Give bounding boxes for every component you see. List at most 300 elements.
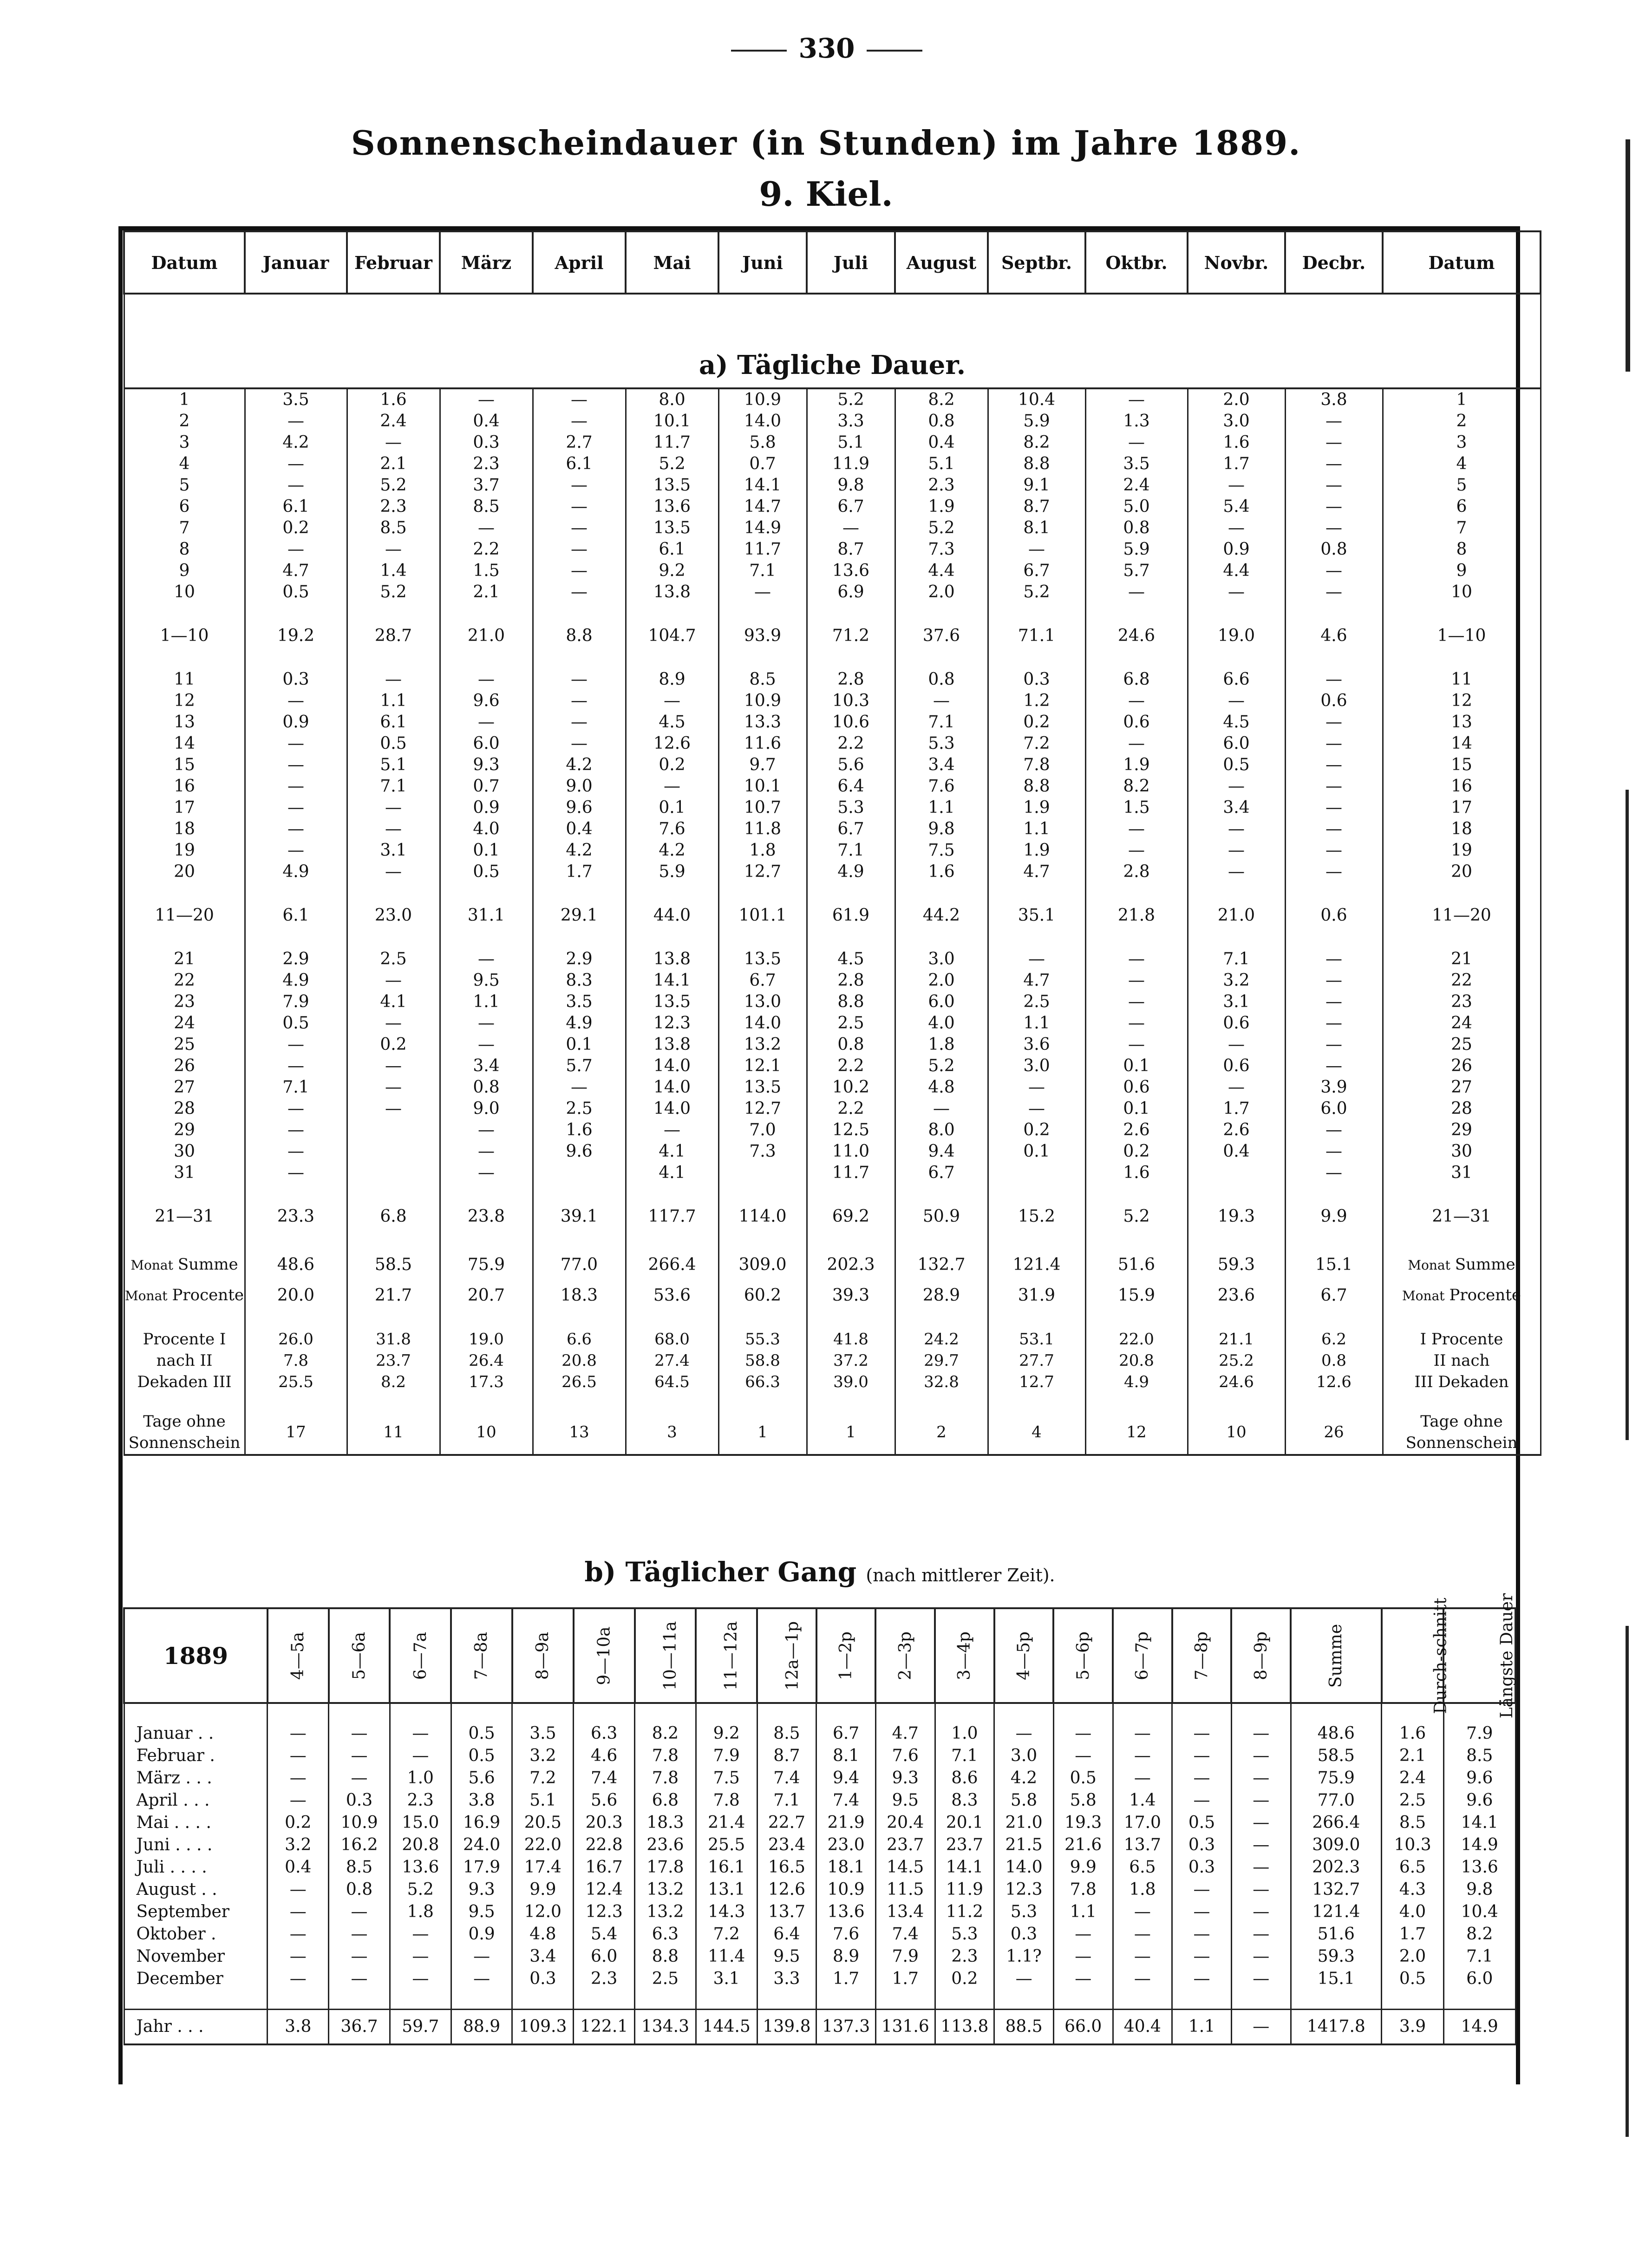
spacer-cell xyxy=(574,1703,635,1722)
value-cell: 71.2 xyxy=(807,621,895,651)
value-cell: 11.9 xyxy=(807,453,895,475)
value-cell: 10.4 xyxy=(1443,1901,1515,1923)
spacer-cell xyxy=(533,603,626,621)
value-cell: 11.9 xyxy=(935,1879,994,1901)
date-cell: 8 xyxy=(124,539,245,560)
row-label-line: III Dekaden xyxy=(1414,1373,1509,1391)
column-header: Januar xyxy=(245,231,347,294)
value-cell: — xyxy=(451,1968,512,1990)
value-cell: 7.1 xyxy=(1188,949,1285,970)
value-cell: 7.1 xyxy=(347,776,440,797)
value-cell: 25.5 xyxy=(696,1834,757,1856)
value-cell: — xyxy=(1085,582,1188,603)
value-cell: — xyxy=(1231,1901,1291,1923)
value-cell: 8.0 xyxy=(895,1120,988,1141)
value-cell: — xyxy=(347,970,440,991)
value-cell: 8.5 xyxy=(1443,1745,1515,1767)
date-cell: 3 xyxy=(124,432,245,453)
value-cell: 5.2 xyxy=(390,1879,451,1901)
date-cell: 7 xyxy=(1383,517,1541,539)
value-cell: 8.7 xyxy=(807,539,895,560)
value-cell: 14.0 xyxy=(626,1077,718,1098)
dekade-value: 6.6 xyxy=(566,1330,592,1349)
spacer-cell xyxy=(1383,603,1541,621)
dekade-value: 37.2 xyxy=(833,1351,868,1370)
value-cell: 8.5 xyxy=(1382,1812,1444,1834)
value-cell: — xyxy=(245,1055,347,1077)
value-cell: 5.6 xyxy=(451,1767,512,1789)
row-label xyxy=(1383,1329,1541,1393)
value-cell: 6.7 xyxy=(1285,1280,1383,1311)
value-cell: 8.2 xyxy=(1085,776,1188,797)
value-cell: — xyxy=(440,1162,533,1184)
value-cell: 58.5 xyxy=(347,1250,440,1280)
value-cell: 0.4 xyxy=(268,1856,329,1879)
value-cell: 18.3 xyxy=(635,1812,696,1834)
spacer-cell xyxy=(245,603,347,621)
value-cell: 7.8 xyxy=(988,754,1085,776)
value-cell xyxy=(1188,1329,1285,1393)
value-cell: 16.5 xyxy=(757,1856,816,1879)
value-cell: 8.3 xyxy=(935,1789,994,1812)
value-cell: 12.6 xyxy=(626,733,718,754)
value-cell: 2.4 xyxy=(347,411,440,432)
value-cell: 4.7 xyxy=(988,861,1085,883)
spacer-cell xyxy=(895,603,988,621)
value-cell xyxy=(1285,1329,1383,1393)
hour-header xyxy=(1291,1608,1382,1703)
date-cell: 29 xyxy=(1383,1120,1541,1141)
hour-header-text: 11—12a xyxy=(722,1621,741,1690)
value-cell: 7.1 xyxy=(895,712,988,733)
value-cell: — xyxy=(440,1013,533,1034)
value-cell: 8.5 xyxy=(757,1722,816,1745)
value-cell: 19.0 xyxy=(1188,621,1285,651)
value-cell: — xyxy=(245,797,347,819)
value-cell: 21.0 xyxy=(994,1812,1054,1834)
spacer-cell xyxy=(440,1184,533,1201)
month-label: Oktober . xyxy=(124,1923,268,1945)
spacer-cell xyxy=(245,883,347,900)
value-cell: 2.0 xyxy=(895,582,988,603)
value-cell: — xyxy=(245,453,347,475)
table-row xyxy=(124,1077,1541,1098)
table-row xyxy=(124,411,1541,432)
value-cell: — xyxy=(268,1945,329,1968)
value-cell: 1.6 xyxy=(347,388,440,411)
value-cell: 7.1 xyxy=(757,1789,816,1812)
dekade-value: 26.4 xyxy=(469,1351,504,1370)
column-header: Februar xyxy=(347,231,440,294)
value-cell: — xyxy=(1172,1923,1232,1945)
value-cell: — xyxy=(1085,970,1188,991)
value-cell: 16.9 xyxy=(451,1812,512,1834)
value-cell: 4.2 xyxy=(533,840,626,861)
dekade-value: 0.8 xyxy=(1321,1351,1347,1370)
value-cell: 202.3 xyxy=(807,1250,895,1280)
value-cell: — xyxy=(1085,1034,1188,1055)
value-cell: 7.2 xyxy=(988,733,1085,754)
value-cell: 15.0 xyxy=(390,1812,451,1834)
value-cell: 3.0 xyxy=(895,949,988,970)
value-cell: — xyxy=(245,539,347,560)
row-label-line: I Procente xyxy=(1420,1330,1503,1349)
value-cell: 0.9 xyxy=(451,1923,512,1945)
value-cell: 14.0 xyxy=(718,411,807,432)
value-cell: 23.4 xyxy=(757,1834,816,1856)
value-cell: — xyxy=(347,669,440,690)
value-cell: 121.4 xyxy=(988,1250,1085,1280)
date-cell: 3 xyxy=(1383,432,1541,453)
value-cell: 18.1 xyxy=(816,1856,876,1879)
value-cell: 53.6 xyxy=(626,1280,718,1311)
value-cell: 2.1 xyxy=(440,582,533,603)
hour-header xyxy=(451,1608,512,1703)
value-cell: — xyxy=(1285,1034,1383,1055)
value-cell: 8.5 xyxy=(329,1856,390,1879)
spacer-cell xyxy=(451,1990,512,2010)
value-cell: 12.7 xyxy=(718,1098,807,1120)
value-cell: 0.1 xyxy=(988,1141,1085,1162)
spacer-cell xyxy=(124,1393,245,1410)
value-cell: 3.4 xyxy=(440,1055,533,1077)
spacer-row xyxy=(124,1703,1515,1722)
value-cell: 1.1 xyxy=(347,690,440,712)
spacer-cell xyxy=(347,883,440,900)
date-cell: 19 xyxy=(1383,840,1541,861)
value-cell: 12.5 xyxy=(807,1120,895,1141)
value-cell: 4.0 xyxy=(895,1013,988,1034)
value-cell: 6.0 xyxy=(574,1945,635,1968)
value-cell: 8.5 xyxy=(347,517,440,539)
spacer-cell xyxy=(440,651,533,669)
spacer-cell xyxy=(988,651,1085,669)
date-cell: 16 xyxy=(124,776,245,797)
value-cell: — xyxy=(1285,432,1383,453)
spacer-cell xyxy=(245,1232,347,1250)
table-row xyxy=(124,1789,1515,1812)
spacer-cell xyxy=(1231,1990,1291,2010)
spacer-cell xyxy=(626,883,718,900)
value-cell: 9.3 xyxy=(875,1767,935,1789)
spacer-cell xyxy=(390,1703,451,1722)
value-cell: 22.8 xyxy=(574,1834,635,1856)
value-cell: 15.9 xyxy=(1085,1280,1188,1311)
spacer-cell xyxy=(533,1311,626,1329)
scan-edge-mark xyxy=(1626,1626,1629,2137)
value-cell: 14.0 xyxy=(626,1055,718,1077)
value-cell: — xyxy=(1188,840,1285,861)
value-cell: — xyxy=(1085,388,1188,411)
value-cell: — xyxy=(1285,754,1383,776)
value-cell: — xyxy=(1285,819,1383,840)
value-cell: 9.5 xyxy=(875,1789,935,1812)
spacer-cell xyxy=(626,603,718,621)
value-cell: — xyxy=(245,776,347,797)
value-cell: 1.1 xyxy=(988,819,1085,840)
value-cell: 6.4 xyxy=(757,1923,816,1945)
spacer-cell xyxy=(718,1232,807,1250)
section-a-title: a) Tägliche Dauer. xyxy=(124,294,1541,388)
month-label: Januar . . xyxy=(124,1722,268,1745)
value-cell: 0.6 xyxy=(1285,900,1383,931)
value-cell: 8.6 xyxy=(935,1767,994,1789)
spacer-cell xyxy=(533,1232,626,1250)
value-cell: 3.2 xyxy=(268,1834,329,1856)
value-cell: — xyxy=(994,1722,1054,1745)
value-cell: 14.9 xyxy=(1443,2010,1515,2045)
spacer-cell xyxy=(895,651,988,669)
value-cell: 9.4 xyxy=(816,1767,876,1789)
value-cell: — xyxy=(347,1055,440,1077)
value-cell: — xyxy=(347,1077,440,1098)
value-cell: 7.6 xyxy=(875,1745,935,1767)
value-cell: 19.2 xyxy=(245,621,347,651)
date-cell: 6 xyxy=(1383,496,1541,517)
spacer-cell xyxy=(1172,1703,1232,1722)
value-cell: 0.6 xyxy=(1285,690,1383,712)
value-cell: 12.4 xyxy=(574,1879,635,1901)
value-cell: 10.1 xyxy=(626,411,718,432)
spacer-cell xyxy=(533,931,626,949)
value-cell: — xyxy=(1053,1945,1113,1968)
value-cell: 14.1 xyxy=(1443,1812,1515,1834)
value-cell: — xyxy=(1053,1745,1113,1767)
value-cell: — xyxy=(1285,991,1383,1013)
value-cell: 3.4 xyxy=(512,1945,574,1968)
value-cell: 0.9 xyxy=(245,712,347,733)
hour-header-text: 10—11a xyxy=(660,1621,680,1690)
table-row xyxy=(124,1767,1515,1789)
date-cell: 12 xyxy=(1383,690,1541,712)
value-cell: — xyxy=(440,517,533,539)
spacer-cell xyxy=(1188,931,1285,949)
value-cell: 31.9 xyxy=(988,1280,1085,1311)
monat-label: Monat xyxy=(1402,1288,1445,1303)
spacer-cell xyxy=(124,1184,245,1201)
value-cell: 13.3 xyxy=(718,712,807,733)
value-cell: 1.0 xyxy=(390,1767,451,1789)
table-row xyxy=(124,1879,1515,1901)
value-cell: 8.1 xyxy=(988,517,1085,539)
value-cell: — xyxy=(533,539,626,560)
value-cell xyxy=(347,1141,440,1162)
value-cell: 35.1 xyxy=(988,900,1085,931)
table-row xyxy=(124,388,1541,411)
page-title: Sonnenscheindauer (in Stunden) im Jahre 1889. xyxy=(351,123,1301,163)
value-cell: 13.2 xyxy=(635,1879,696,1901)
value-cell: 4.0 xyxy=(1382,1901,1444,1923)
value-cell: 7.4 xyxy=(757,1767,816,1789)
table-row xyxy=(124,970,1541,991)
table-row xyxy=(124,840,1541,861)
value-cell: — xyxy=(245,819,347,840)
value-cell: 0.3 xyxy=(245,669,347,690)
value-cell: — xyxy=(1085,949,1188,970)
value-cell: 51.6 xyxy=(1291,1923,1382,1945)
spacer-cell xyxy=(1188,1184,1285,1201)
value-cell: 1.8 xyxy=(390,1901,451,1923)
spacer-cell xyxy=(451,1703,512,1722)
table-row xyxy=(124,621,1541,651)
column-header: Septbr. xyxy=(988,231,1085,294)
value-cell: 4.9 xyxy=(533,1013,626,1034)
value-cell: 20.7 xyxy=(440,1280,533,1311)
value-cell: 1.4 xyxy=(1113,1789,1172,1812)
spacer-cell xyxy=(626,1311,718,1329)
value-cell: 14.9 xyxy=(718,517,807,539)
value-cell: 3.5 xyxy=(1085,453,1188,475)
value-cell: 36.7 xyxy=(329,2010,390,2045)
spacer-cell xyxy=(1285,1311,1383,1329)
table-row xyxy=(124,1098,1541,1120)
value-cell: 2.2 xyxy=(807,1055,895,1077)
value-cell: — xyxy=(1172,1745,1232,1767)
date-cell: 18 xyxy=(1383,819,1541,840)
value-cell: 58.5 xyxy=(1291,1745,1382,1767)
value-cell: 14.0 xyxy=(994,1856,1054,1879)
value-cell: 9.7 xyxy=(718,754,807,776)
value-cell: — xyxy=(245,733,347,754)
value-cell: 8.2 xyxy=(895,388,988,411)
value-cell: 71.1 xyxy=(988,621,1085,651)
value-cell: 4.2 xyxy=(533,754,626,776)
value-cell: 3.7 xyxy=(440,475,533,496)
table-row xyxy=(124,900,1541,931)
date-cell: 12 xyxy=(124,690,245,712)
spacer-cell xyxy=(347,1184,440,1201)
spacer-cell xyxy=(875,1703,935,1722)
value-cell: 5.3 xyxy=(935,1923,994,1945)
spacer-cell xyxy=(124,931,245,949)
value-cell: 5.2 xyxy=(347,582,440,603)
value-cell: 88.9 xyxy=(451,2010,512,2045)
value-cell: 0.5 xyxy=(1382,1968,1444,1990)
date-cell: 1 xyxy=(124,388,245,411)
value-cell: 9.5 xyxy=(440,970,533,991)
table-row xyxy=(124,1013,1541,1034)
value-cell: 8.7 xyxy=(988,496,1085,517)
spacer-cell xyxy=(440,603,533,621)
value-cell: 8.9 xyxy=(816,1945,876,1968)
spacer-cell xyxy=(1291,1703,1382,1722)
value-cell: 6.0 xyxy=(895,991,988,1013)
row-label-line: Dekaden III xyxy=(137,1373,232,1391)
date-cell: 15 xyxy=(124,754,245,776)
value-cell: 6.3 xyxy=(635,1923,696,1945)
spacer-cell xyxy=(347,1232,440,1250)
daily-course-table xyxy=(123,1593,1517,2045)
spacer-cell xyxy=(718,603,807,621)
column-header: Juli xyxy=(807,231,895,294)
value-cell: 21.0 xyxy=(440,621,533,651)
hour-header-text: 5—6a xyxy=(350,1631,369,1680)
spacer-row xyxy=(124,651,1541,669)
table-row xyxy=(124,1055,1541,1077)
spacer-cell xyxy=(1188,603,1285,621)
spacer-cell xyxy=(1188,1393,1285,1410)
value-cell: 0.1 xyxy=(1085,1055,1188,1077)
value-cell: 5.2 xyxy=(626,453,718,475)
value-cell: 4.7 xyxy=(245,560,347,582)
value-cell: 5.2 xyxy=(1085,1201,1188,1232)
row-label xyxy=(124,1329,245,1393)
value-cell: 4.8 xyxy=(895,1077,988,1098)
spacer-cell xyxy=(1188,651,1285,669)
date-cell: 17 xyxy=(1383,797,1541,819)
spacer-cell xyxy=(245,1184,347,1201)
value-cell: 1417.8 xyxy=(1291,2010,1382,2045)
spacer-cell xyxy=(1085,1311,1188,1329)
value-cell: 20.8 xyxy=(390,1834,451,1856)
value-cell: 2.5 xyxy=(635,1968,696,1990)
value-cell: 7.9 xyxy=(875,1945,935,1968)
value-cell: 0.2 xyxy=(935,1968,994,1990)
value-cell: 5.3 xyxy=(895,733,988,754)
spacer-cell xyxy=(1383,1232,1541,1250)
spacer-row xyxy=(124,1232,1541,1250)
date-cell: 20 xyxy=(1383,861,1541,883)
table-row xyxy=(124,1201,1541,1232)
value-cell: — xyxy=(245,840,347,861)
value-cell: — xyxy=(1285,411,1383,432)
spacer-row xyxy=(124,931,1541,949)
value-cell: — xyxy=(245,411,347,432)
value-cell: 23.6 xyxy=(635,1834,696,1856)
value-cell: 13.6 xyxy=(626,496,718,517)
value-cell: — xyxy=(1231,1968,1291,1990)
value-cell: 14.9 xyxy=(1443,1834,1515,1856)
date-cell: 30 xyxy=(1383,1141,1541,1162)
row-label-text: Procente xyxy=(172,1286,244,1304)
spacer-cell xyxy=(718,1184,807,1201)
date-cell: 20 xyxy=(124,861,245,883)
spacer-cell xyxy=(1113,1990,1172,2010)
value-cell: — xyxy=(245,475,347,496)
value-cell: 202.3 xyxy=(1291,1856,1382,1879)
value-cell: 2.5 xyxy=(807,1013,895,1034)
value-cell: 1.9 xyxy=(988,840,1085,861)
value-cell: 13.4 xyxy=(875,1901,935,1923)
value-cell: — xyxy=(347,819,440,840)
value-cell: 1.1 xyxy=(440,991,533,1013)
month-label: September xyxy=(124,1901,268,1923)
value-cell: 0.7 xyxy=(440,776,533,797)
value-cell: 20.0 xyxy=(245,1280,347,1311)
spacer-cell xyxy=(440,1232,533,1250)
date-cell: 18 xyxy=(124,819,245,840)
value-cell: 7.5 xyxy=(895,840,988,861)
spacer-cell xyxy=(807,1184,895,1201)
date-cell: 26 xyxy=(124,1055,245,1077)
month-label: März . . . xyxy=(124,1767,268,1789)
date-cell: 7 xyxy=(124,517,245,539)
value-cell: 0.3 xyxy=(512,1968,574,1990)
value-cell: 31.1 xyxy=(440,900,533,931)
value-cell: 6.1 xyxy=(533,453,626,475)
value-cell: — xyxy=(440,949,533,970)
dekade-value: 31.8 xyxy=(376,1330,411,1349)
value-cell: — xyxy=(533,733,626,754)
value-cell: — xyxy=(1085,690,1188,712)
spacer-cell xyxy=(626,1232,718,1250)
value-cell: — xyxy=(245,1162,347,1184)
value-cell: — xyxy=(1172,1901,1232,1923)
value-cell: 0.6 xyxy=(1085,712,1188,733)
value-cell: 131.6 xyxy=(875,2010,935,2045)
value-cell: 11.6 xyxy=(718,733,807,754)
value-cell: 3.5 xyxy=(512,1722,574,1745)
